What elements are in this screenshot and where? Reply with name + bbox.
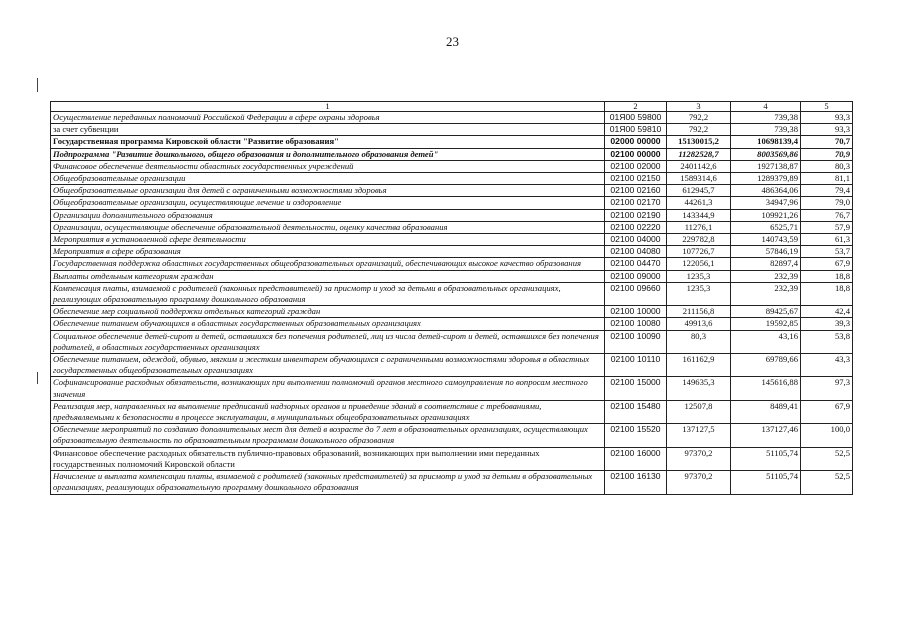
row-name-cell: Государственная программа Кировской области "Развитие образования" — [51, 136, 605, 148]
row-fact-cell: 486364,06 — [731, 185, 801, 197]
header-cell-percent: 5 — [801, 102, 853, 112]
row-percent-cell: 18,8 — [801, 282, 853, 305]
row-percent-cell: 42,4 — [801, 306, 853, 318]
row-plan-cell: 12507,8 — [667, 400, 731, 423]
row-fact-cell: 140743,59 — [731, 234, 801, 246]
row-fact-cell: 51105,74 — [731, 447, 801, 470]
row-plan-cell: 211156,8 — [667, 306, 731, 318]
row-plan-cell: 1235,3 — [667, 282, 731, 305]
row-name-cell: Начисление и выплата компенсации платы, взимаемой с родителей (законных представителей) за присмотр и уход за детьми в образовательных организациях, реализующих образовательную программу дошкольного образования — [51, 471, 605, 494]
table-row — [51, 424, 853, 447]
row-percent-cell: 79,0 — [801, 197, 853, 209]
table-row — [51, 447, 853, 470]
row-plan-cell: 11282528,7 — [667, 148, 731, 160]
row-code-cell: 01Я00 59810 — [605, 124, 667, 136]
row-plan-cell: 11276,1 — [667, 221, 731, 233]
row-percent-cell: 81,1 — [801, 173, 853, 185]
table-row — [51, 471, 853, 494]
row-code-cell: 02100 10110 — [605, 354, 667, 377]
row-code-cell: 02100 02160 — [605, 185, 667, 197]
row-percent-cell: 57,9 — [801, 221, 853, 233]
row-percent-cell: 80,3 — [801, 160, 853, 172]
row-fact-cell: 232,39 — [731, 282, 801, 305]
row-code-cell: 02100 02000 — [605, 160, 667, 172]
row-name-cell: Выплаты отдельным категориям граждан — [51, 270, 605, 282]
row-fact-cell: 51105,74 — [731, 471, 801, 494]
row-fact-cell: 137127,46 — [731, 424, 801, 447]
row-percent-cell: 93,3 — [801, 124, 853, 136]
table-row — [51, 234, 853, 246]
row-code-cell: 02100 02190 — [605, 209, 667, 221]
row-percent-cell: 52,5 — [801, 447, 853, 470]
table-row — [51, 400, 853, 423]
row-name-cell: за счет субвенции — [51, 124, 605, 136]
row-plan-cell: 80,3 — [667, 330, 731, 353]
row-fact-cell: 8003569,86 — [731, 148, 801, 160]
row-plan-cell: 15130015,2 — [667, 136, 731, 148]
header-row — [51, 102, 853, 112]
row-name-cell: Подпрограмма "Развитие дошкольного, общего образования и дополнительного образования детей" — [51, 148, 605, 160]
row-percent-cell: 39,3 — [801, 318, 853, 330]
row-percent-cell: 67,9 — [801, 258, 853, 270]
row-code-cell: 02100 15520 — [605, 424, 667, 447]
row-code-cell: 02100 10000 — [605, 306, 667, 318]
row-fact-cell: 1927138,87 — [731, 160, 801, 172]
row-percent-cell: 79,4 — [801, 185, 853, 197]
table-row — [51, 124, 853, 136]
row-fact-cell: 1289379,89 — [731, 173, 801, 185]
row-name-cell: Общеобразовательные организации, осуществляющие лечение и оздоровление — [51, 197, 605, 209]
row-percent-cell: 43,3 — [801, 354, 853, 377]
row-fact-cell: 232,39 — [731, 270, 801, 282]
row-name-cell: Обеспечение питанием, одеждой, обувью, мягким и жестким инвентарем обучающихся с ограниченными возможностями здоровья в областных государственных общеобразовательных организациях — [51, 354, 605, 377]
row-code-cell: 02100 15480 — [605, 400, 667, 423]
row-plan-cell: 792,2 — [667, 112, 731, 124]
row-fact-cell: 10698139,4 — [731, 136, 801, 148]
row-percent-cell: 100,0 — [801, 424, 853, 447]
row-code-cell: 02100 09000 — [605, 270, 667, 282]
table-row — [51, 282, 853, 305]
row-name-cell: Мероприятия в сфере образования — [51, 246, 605, 258]
row-name-cell: Реализация мер, направленных на выполнение предписаний надзорных органов и приведение зданий в соответствие с требованиями, предъявляемыми к безопасности в процессе эксплуатации, в муниципальных общеобразовательных организациях — [51, 400, 605, 423]
row-code-cell: 02100 10090 — [605, 330, 667, 353]
row-name-cell: Софинансирование расходных обязательств, возникающих при выполнении полномочий органов местного самоуправления по вопросам местного значения — [51, 377, 605, 400]
row-fact-cell: 69789,66 — [731, 354, 801, 377]
row-plan-cell: 792,2 — [667, 124, 731, 136]
table-row — [51, 354, 853, 377]
table-row — [51, 306, 853, 318]
row-plan-cell: 1235,3 — [667, 270, 731, 282]
table-row — [51, 173, 853, 185]
table-body — [51, 112, 853, 495]
row-plan-cell: 2401142,6 — [667, 160, 731, 172]
table-row — [51, 112, 853, 124]
row-code-cell: 02100 16000 — [605, 447, 667, 470]
header-cell-fact: 4 — [731, 102, 801, 112]
table-row — [51, 148, 853, 160]
row-fact-cell: 19592,85 — [731, 318, 801, 330]
row-fact-cell: 82897,4 — [731, 258, 801, 270]
row-percent-cell: 97,3 — [801, 377, 853, 400]
row-plan-cell: 122056,1 — [667, 258, 731, 270]
row-plan-cell: 44261,3 — [667, 197, 731, 209]
table-row — [51, 270, 853, 282]
row-code-cell: 02100 15000 — [605, 377, 667, 400]
row-percent-cell: 52,5 — [801, 471, 853, 494]
row-fact-cell: 739,38 — [731, 124, 801, 136]
row-name-cell: Общеобразовательные организации — [51, 173, 605, 185]
table-row — [51, 377, 853, 400]
row-name-cell: Обеспечение питанием обучающихся в областных государственных образовательных организациях — [51, 318, 605, 330]
row-percent-cell: 70,9 — [801, 148, 853, 160]
table-row — [51, 330, 853, 353]
table-row — [51, 136, 853, 148]
row-code-cell: 02100 00000 — [605, 148, 667, 160]
row-plan-cell: 137127,5 — [667, 424, 731, 447]
row-name-cell: Осуществление переданных полномочий Российской Федерации в сфере охраны здоровья — [51, 112, 605, 124]
row-fact-cell: 109921,26 — [731, 209, 801, 221]
row-plan-cell: 1589314,6 — [667, 173, 731, 185]
row-fact-cell: 89425,67 — [731, 306, 801, 318]
row-code-cell: 02100 10080 — [605, 318, 667, 330]
page-number: 23 — [446, 34, 459, 49]
row-plan-cell: 107726,7 — [667, 246, 731, 258]
row-fact-cell: 145616,88 — [731, 377, 801, 400]
row-fact-cell: 43,16 — [731, 330, 801, 353]
row-name-cell: Финансовое обеспечение деятельности областных государственных учреждений — [51, 160, 605, 172]
row-code-cell: 02100 16130 — [605, 471, 667, 494]
budget-table — [50, 101, 853, 495]
row-fact-cell: 57846,19 — [731, 246, 801, 258]
row-name-cell: Социальное обеспечение детей-сирот и детей, оставшихся без попечения родителей, лиц из числа детей-сирот и детей, оставшихся без попечения родителей, в областных государственных организациях — [51, 330, 605, 353]
row-code-cell: 02100 02150 — [605, 173, 667, 185]
row-plan-cell: 229782,8 — [667, 234, 731, 246]
row-plan-cell: 612945,7 — [667, 185, 731, 197]
row-plan-cell: 97370,2 — [667, 471, 731, 494]
row-percent-cell: 53,8 — [801, 330, 853, 353]
row-fact-cell: 6525,71 — [731, 221, 801, 233]
table-row — [51, 246, 853, 258]
row-plan-cell: 49913,6 — [667, 318, 731, 330]
table-row — [51, 197, 853, 209]
table-row — [51, 258, 853, 270]
header-cell-name: 1 — [51, 102, 605, 112]
header-cell-plan: 3 — [667, 102, 731, 112]
row-code-cell: 01Я00 59800 — [605, 112, 667, 124]
row-percent-cell: 18,8 — [801, 270, 853, 282]
row-name-cell: Государственная поддержка областных государственных общеобразовательных организаций, обеспечивающих высокое качество образования — [51, 258, 605, 270]
row-fact-cell: 8489,41 — [731, 400, 801, 423]
row-percent-cell: 67,9 — [801, 400, 853, 423]
row-fact-cell: 34947,96 — [731, 197, 801, 209]
row-percent-cell: 93,3 — [801, 112, 853, 124]
row-code-cell: 02100 02220 — [605, 221, 667, 233]
table-row — [51, 160, 853, 172]
table-row — [51, 185, 853, 197]
row-plan-cell: 97370,2 — [667, 447, 731, 470]
row-name-cell: Обеспечение мероприятий по созданию дополнительных мест для детей в возрасте до 7 лет в образовательных организациях, осуществляющих образовательную деятельность по образовательным программам дошкольного образования — [51, 424, 605, 447]
row-name-cell: Организации дополнительного образования — [51, 209, 605, 221]
row-code-cell: 02100 04000 — [605, 234, 667, 246]
row-code-cell: 02100 04470 — [605, 258, 667, 270]
row-name-cell: Финансовое обеспечение расходных обязательств публично-правовых образований, возникающих при выполнении ими переданных государственных полномочий Кировской области — [51, 447, 605, 470]
row-code-cell: 02100 09660 — [605, 282, 667, 305]
row-percent-cell: 53,7 — [801, 246, 853, 258]
row-name-cell: Мероприятия в установленной сфере деятельности — [51, 234, 605, 246]
table-row — [51, 221, 853, 233]
row-fact-cell: 739,38 — [731, 112, 801, 124]
row-name-cell: Общеобразовательные организации для детей с ограниченными возможностями здоровья — [51, 185, 605, 197]
row-code-cell: 02100 04080 — [605, 246, 667, 258]
row-name-cell: Компенсация платы, взимаемой с родителей (законных представителей) за присмотр и уход за детьми в образовательных организациях, реализующих образовательную программу дошкольного образования — [51, 282, 605, 305]
row-code-cell: 02100 02170 — [605, 197, 667, 209]
row-plan-cell: 161162,9 — [667, 354, 731, 377]
row-code-cell: 02000 00000 — [605, 136, 667, 148]
row-plan-cell: 149635,3 — [667, 377, 731, 400]
row-name-cell: Обеспечение мер социальной поддержки отдельных категорий граждан — [51, 306, 605, 318]
margin-mark — [37, 78, 38, 92]
table-row — [51, 318, 853, 330]
table-row — [51, 209, 853, 221]
row-plan-cell: 143344,9 — [667, 209, 731, 221]
row-percent-cell: 70,7 — [801, 136, 853, 148]
row-percent-cell: 76,7 — [801, 209, 853, 221]
row-percent-cell: 61,3 — [801, 234, 853, 246]
row-name-cell: Организации, осуществляющие обеспечение образовательной деятельности, оценку качества образования — [51, 221, 605, 233]
header-cell-code: 2 — [605, 102, 667, 112]
margin-mark — [37, 372, 38, 384]
